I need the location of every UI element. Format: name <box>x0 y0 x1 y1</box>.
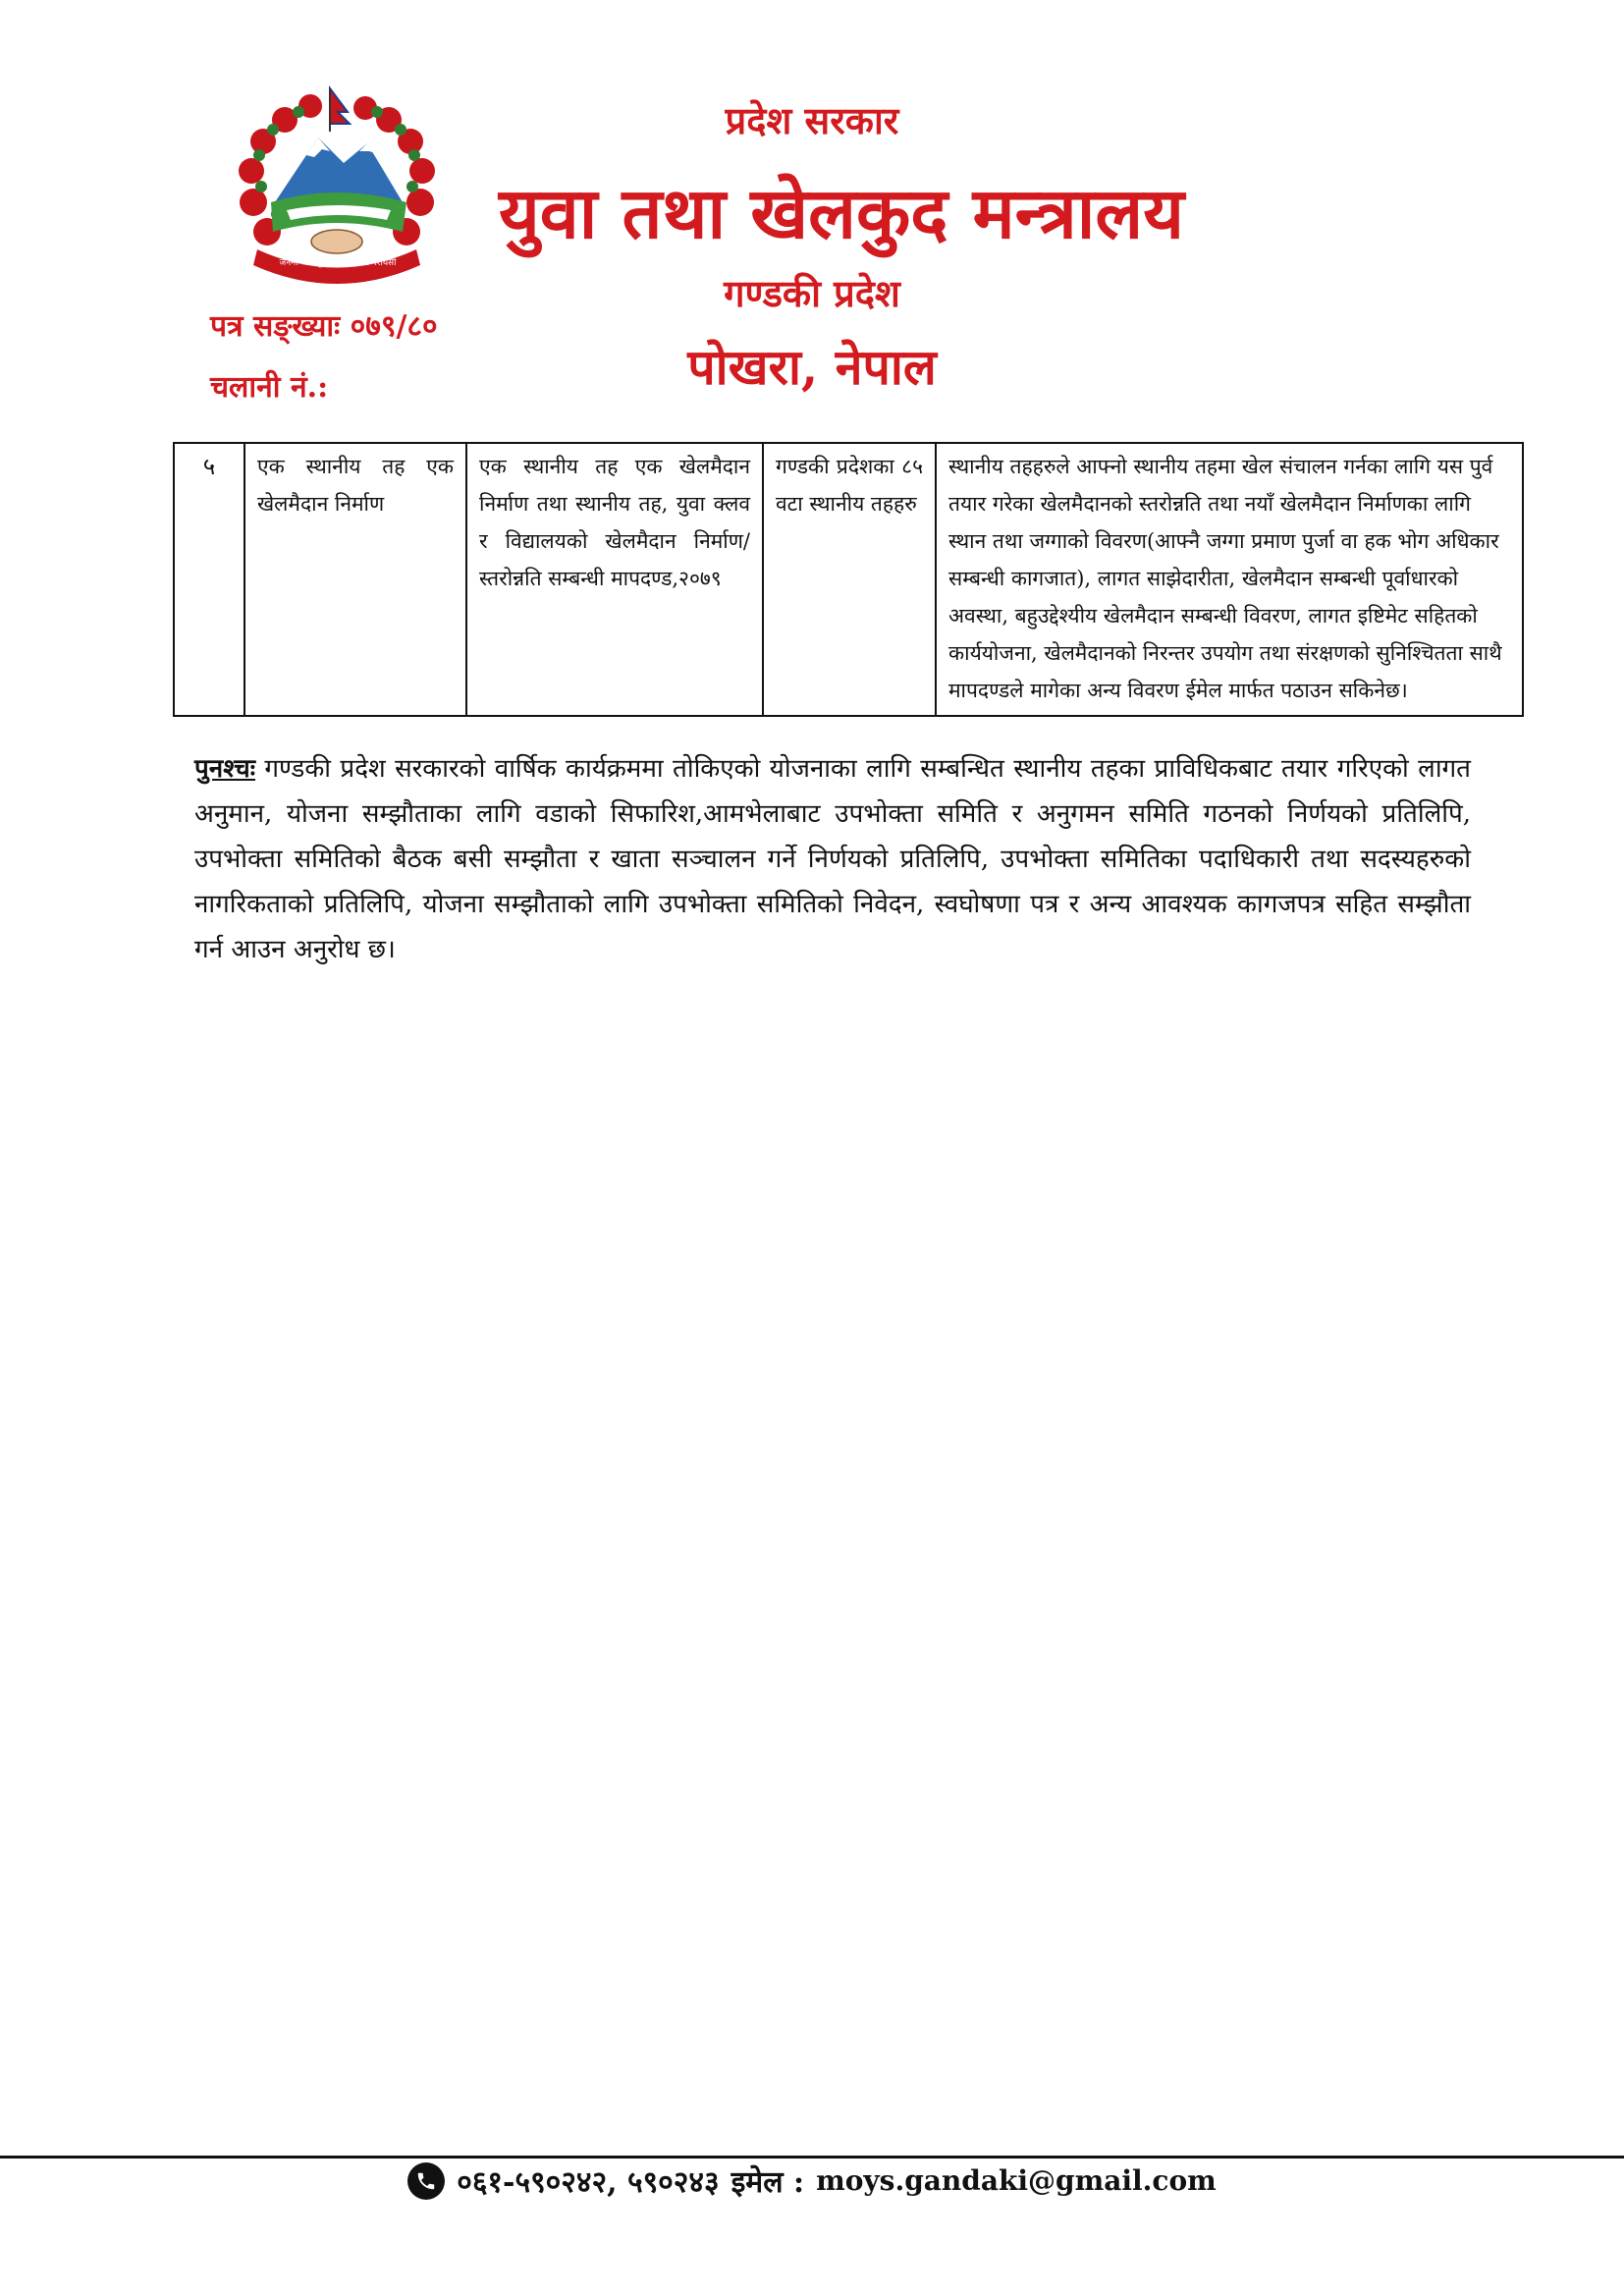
remarks-cell: स्थानीय तहहरुले आफ्नो स्थानीय तहमा खेल संचालन गर्नका लागि यस पुर्व तयार गरेका खेलमैदानको स्तरोन्नति तथा नयाँ खेलमैदान निर्माणका लागि स्थान तथा जग्गाको विवरण(आफ्नै जग्गा प्रमाण पुर्जा वा हक भोग अधिकार सम्बन्धी कागजात), लागत साझेदारीता, खेलमैदान सम्बन्धी पूर्वाधारको अवस्था, बहुउद्देश्यीय खेलमैदान सम्बन्धी विवरण, लागत इष्टिमेट सहितको कार्ययोजना, खेलमैदानको निरन्तर उपयोग तथा संरक्षणको सुनिश्चितता साथै मापदण्डले मागेका अन्य विवरण ईमेल मार्फत पठाउन सकिनेछ। <box>936 443 1523 716</box>
postscript <box>194 746 1471 972</box>
table-row <box>174 443 1523 716</box>
province-name: गण्डकी प्रदेश <box>724 271 900 315</box>
program-cell: एक स्थानीय तह एक खेलमैदान निर्माण <box>244 443 466 716</box>
phone-numbers: ०६१-५९०२४२, ५९०२४३ <box>457 2165 720 2200</box>
dispatch-number: चलानी नं.: <box>210 370 329 405</box>
government-name: प्रदेश सरकार <box>725 98 899 142</box>
city-name: पोखरा, नेपाल <box>687 338 937 396</box>
email-address[interactable]: moys.gandaki@gmail.com <box>816 2164 1217 2197</box>
criteria-cell: एक स्थानीय तह एक खेलमैदान निर्माण तथा स्थानीय तह, युवा क्लव र विद्यालयको खेलमैदान निर्माण/स्तरोन्नति सम्बन्धी मापदण्ड,२०७९ <box>466 443 763 716</box>
phone-icon <box>407 2162 445 2200</box>
emblem-motto: जननी जन्मभूमिश्च स्वर्गादपि गरीयसी <box>279 258 397 268</box>
eligible-cell: गण्डकी प्रदेशका ८५ वटा स्थानीय तहहरु <box>763 443 936 716</box>
serial-number-cell: ५ <box>174 443 244 716</box>
postscript-label: पुनश्चः <box>194 754 256 784</box>
program-table <box>173 442 1524 717</box>
footer <box>0 2159 1624 2202</box>
letter-number: पत्र सङ्ख्याः ०७९/८० <box>210 309 438 344</box>
postscript-text: गण्डकी प्रदेश सरकारको वार्षिक कार्यक्रममा तोकिएको योजनाका लागि सम्बन्धित स्थानीय तहका प्राविधिकबाट तयार गरिएको लागत अनुमान, योजना सम्झौताका लागि वडाको सिफारिश,आमभेलाबाट उपभोक्ता समिति र अनुगमन समिति गठनको निर्णयको प्रतिलिपि, उपभोक्ता समितिको बैठक बसी सम्झौता र खाता सञ्चालन गर्ने निर्णयको प्रतिलिपि, उपभोक्ता समितिका पदाधिकारी तथा सदस्यहरुको नागरिकताको प्रतिलिपि, योजना सम्झौताको लागि उपभोक्ता समितिको निवेदन, स्वघोषणा पत्र र अन्य आवश्यक कागजपत्र सहित सम्झौता गर्न आउन अनुरोध छ। <box>194 754 1472 964</box>
email-label: इमेल : <box>731 2165 805 2200</box>
ministry-name: युवा तथा खेलकुद मन्त्रालय <box>499 171 1184 254</box>
